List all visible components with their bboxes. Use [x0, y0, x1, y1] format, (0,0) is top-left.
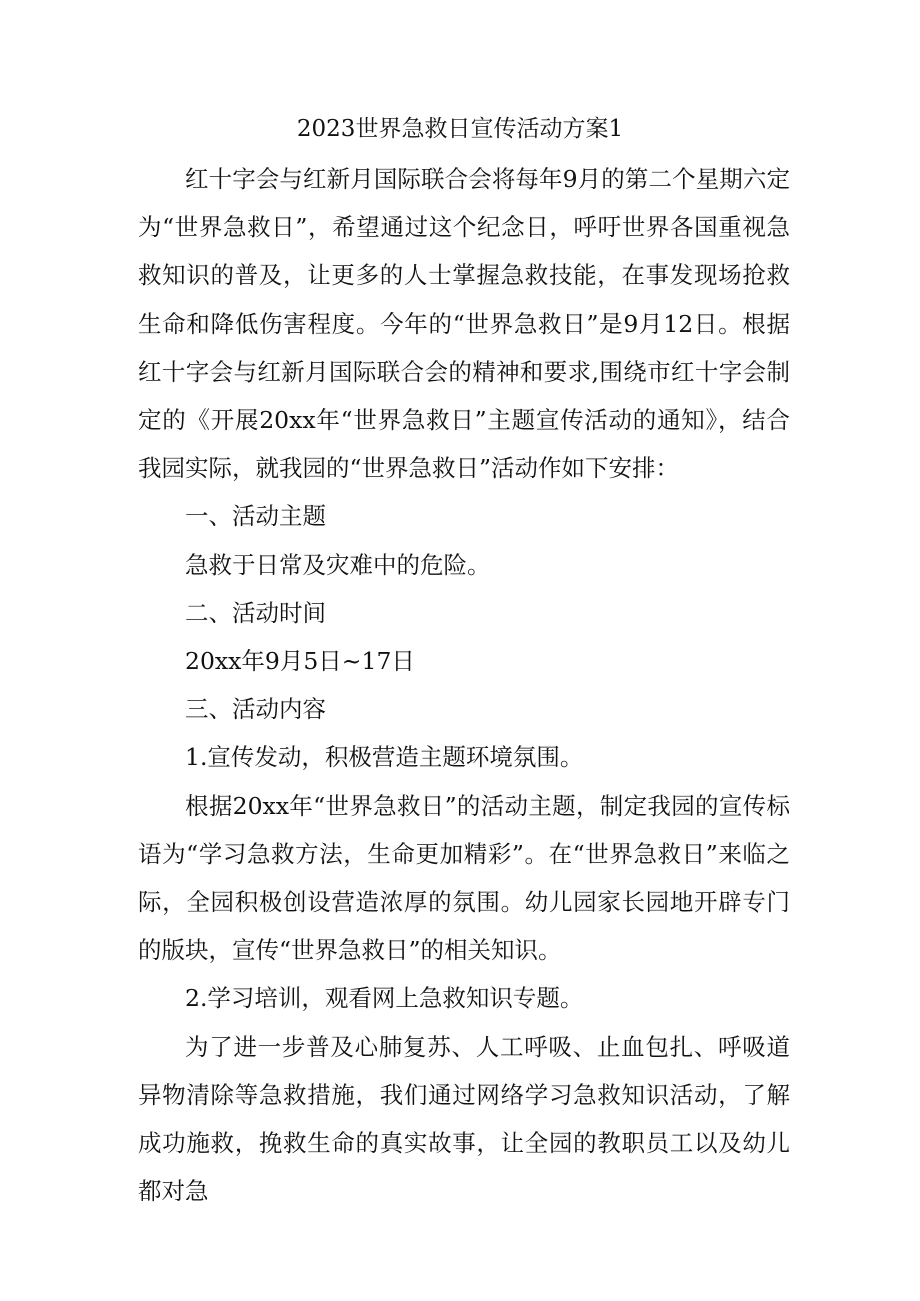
intro-paragraph: 红十字会与红新月国际联合会将每年9月的第二个星期六定为“世界急救日”，希望通过这个纪念日，呼吁世界各国重视急救知识的普及，让更多的人士掌握急救技能，在事发现场抢救生命和降低伤害程度。今年的“世界急救日”是9月12日。根据红十字会与红新月国际联合会的精神和要求,围绕市红十字会制定的《开展20xx年“世界急救日”主题宣传活动的通知》，结合我园实际，就我园的“世界急救日”活动作如下安排： [138, 165, 790, 483]
item-1-heading: 1.宣传发动，积极营造主题环境氛围。 [185, 743, 584, 772]
section-2-heading: 二、活动时间 [185, 598, 326, 627]
section-1-text: 急救于日常及灾难中的危险。 [185, 550, 491, 579]
document-title: 2023世界急救日宣传活动方案1 [296, 116, 624, 142]
item-2-paragraph: 为了进一步普及心肺复苏、人工呼吸、止血包扎、呼吸道异物清除等急救措施，我们通过网络学习急救知识活动，了解成功施救，挽救生命的真实故事，让全园的教职员工以及幼儿都对急 [138, 1032, 790, 1206]
section-3-heading: 三、活动内容 [185, 695, 326, 724]
section-1-heading: 一、活动主题 [185, 502, 326, 531]
section-2-text: 20xx年9月5日~17日 [185, 647, 415, 676]
item-2-heading: 2.学习培训，观看网上急救知识专题。 [185, 984, 584, 1013]
item-1-paragraph: 根据20xx年“世界急救日”的活动主题，制定我园的宣传标语为“学习急救方法，生命更加精彩”。在“世界急救日”来临之际，全园积极创设营造浓厚的氛围。幼儿园家长园地开辟专门的版块，宣传“世界急救日”的相关知识。 [138, 791, 790, 965]
document-body [138, 155, 790, 1215]
